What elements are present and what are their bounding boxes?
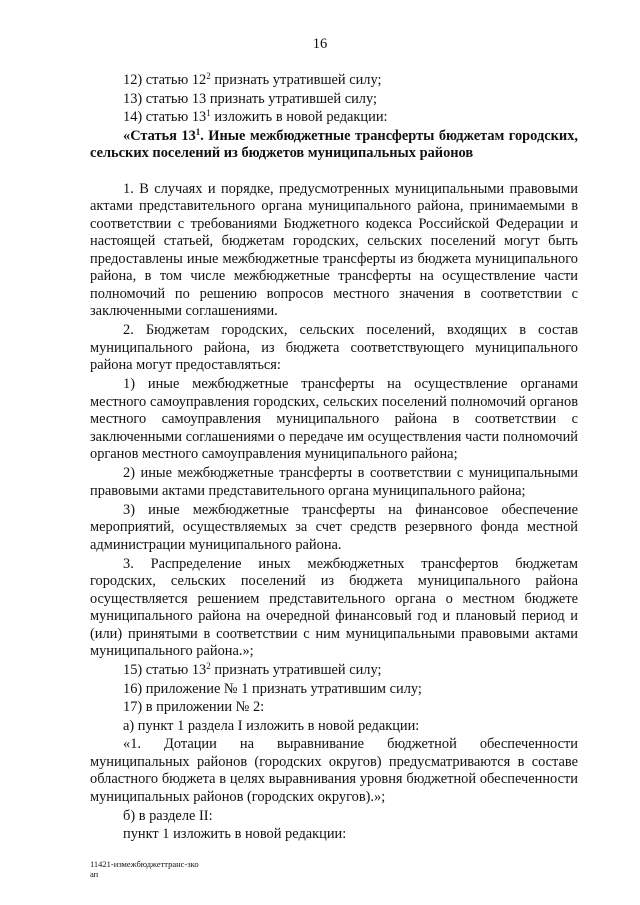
footer-file-code <box>90 859 199 879</box>
article-heading-text: «Статья 13 <box>123 127 196 144</box>
item-12 <box>90 72 578 90</box>
item-17-b: б) в разделе II: <box>123 807 213 824</box>
paragraph-3: 3. Распределение иных межбюджетных трансфертов бюджетам городских, сельских поселений из бюджета муниципального района осуществляется решением представительного органа о местном бюджете муниципального района на очередной финансовый год и плановый период и (или) принятыми в соответствии с ним муниципальными правовыми актами муниципального района.»; <box>90 555 578 659</box>
footer-line-2: ап <box>90 869 99 879</box>
item-14-superscript: 1 <box>206 108 211 118</box>
item-12-text-end: признать утратившей силу; <box>210 72 382 88</box>
spacer <box>90 164 578 181</box>
item-13: 13) статью 13 признать утратившей силу; <box>123 90 377 107</box>
item-14-text: 14) статью 13 <box>123 109 207 125</box>
item-15-text: 15) статью 13 <box>123 662 207 678</box>
item-15-text-end: признать утратившей силу; <box>210 662 382 678</box>
item-17-a: а) пункт 1 раздела I изложить в новой редакции: <box>123 717 420 734</box>
page-number: 16 <box>312 36 328 52</box>
footer-line-1: 11421-измежбюджеттранс-зко <box>90 859 199 869</box>
item-15-superscript: 2 <box>206 661 211 671</box>
paragraph-1: 1. В случаях и порядке, предусмотренных муниципальными правовыми актами представительного органа муниципального района, принимаемыми в соответствии с требованиями Бюджетного кодекса Российской Федерации и настоящей статьей, бюджетам городских, сельских поселений могут быть предоставлены иные межбюджетные трансферты из бюджета муниципального района, в том числе межбюджетные трансферты на осуществление части полномочий по решению вопросов местного значения в соответствии с заключенными соглашениями. <box>90 180 578 319</box>
quote-dotation: «1. Дотации на выравнивание бюджетной обеспеченности муниципальных районов (городских округов) предусматриваются в составе областного бюджета в целях выравнивания уровня бюджетной обеспеченности муниципальных районов (городских округов).»; <box>90 736 578 805</box>
subparagraph-2-2: 2) иные межбюджетные трансферты в соответствии с муниципальными правовыми актами представительного органа муниципального района; <box>90 465 578 499</box>
item-12-text: 12) статью 12 <box>123 72 207 88</box>
paragraph-2: 2. Бюджетам городских, сельских поселений, входящих в состав муниципального района, из бюджета соответствующего муниципального района могут предоставляться: <box>90 322 578 373</box>
item-17-b-point-1: пункт 1 изложить в новой редакции: <box>123 826 347 842</box>
item-14-text-end: изложить в новой редакции: <box>210 109 388 125</box>
subparagraph-2-3: 3) иные межбюджетные трансферты на финансовое обеспечение мероприятий, осуществляемых за счет средств резервного фонда местной администрации муниципального района. <box>90 501 578 553</box>
item-15 <box>90 662 578 680</box>
article-heading-superscript: 1 <box>195 126 201 137</box>
subparagraph-2-1: 1) иные межбюджетные трансферты на осуществление органами местного самоуправления городских, сельских поселений полномочий органов местного самоуправления муниципального района в соответствии с заключенными соглашениями о передаче им осуществления части полномочий органов местного самоуправления муниципального района; <box>90 376 578 462</box>
article-heading-title: . Иные межбюджетные трансферты бюджетам городских, сельских поселений из бюджетов муниципальных районов <box>90 127 578 161</box>
item-17: 17) в приложении № 2: <box>123 699 265 715</box>
item-16: 16) приложение № 1 признать утратившим силу; <box>123 680 422 697</box>
document-body <box>90 72 578 845</box>
item-14 <box>90 109 578 127</box>
item-12-superscript: 2 <box>206 71 211 81</box>
article-heading <box>90 128 578 163</box>
